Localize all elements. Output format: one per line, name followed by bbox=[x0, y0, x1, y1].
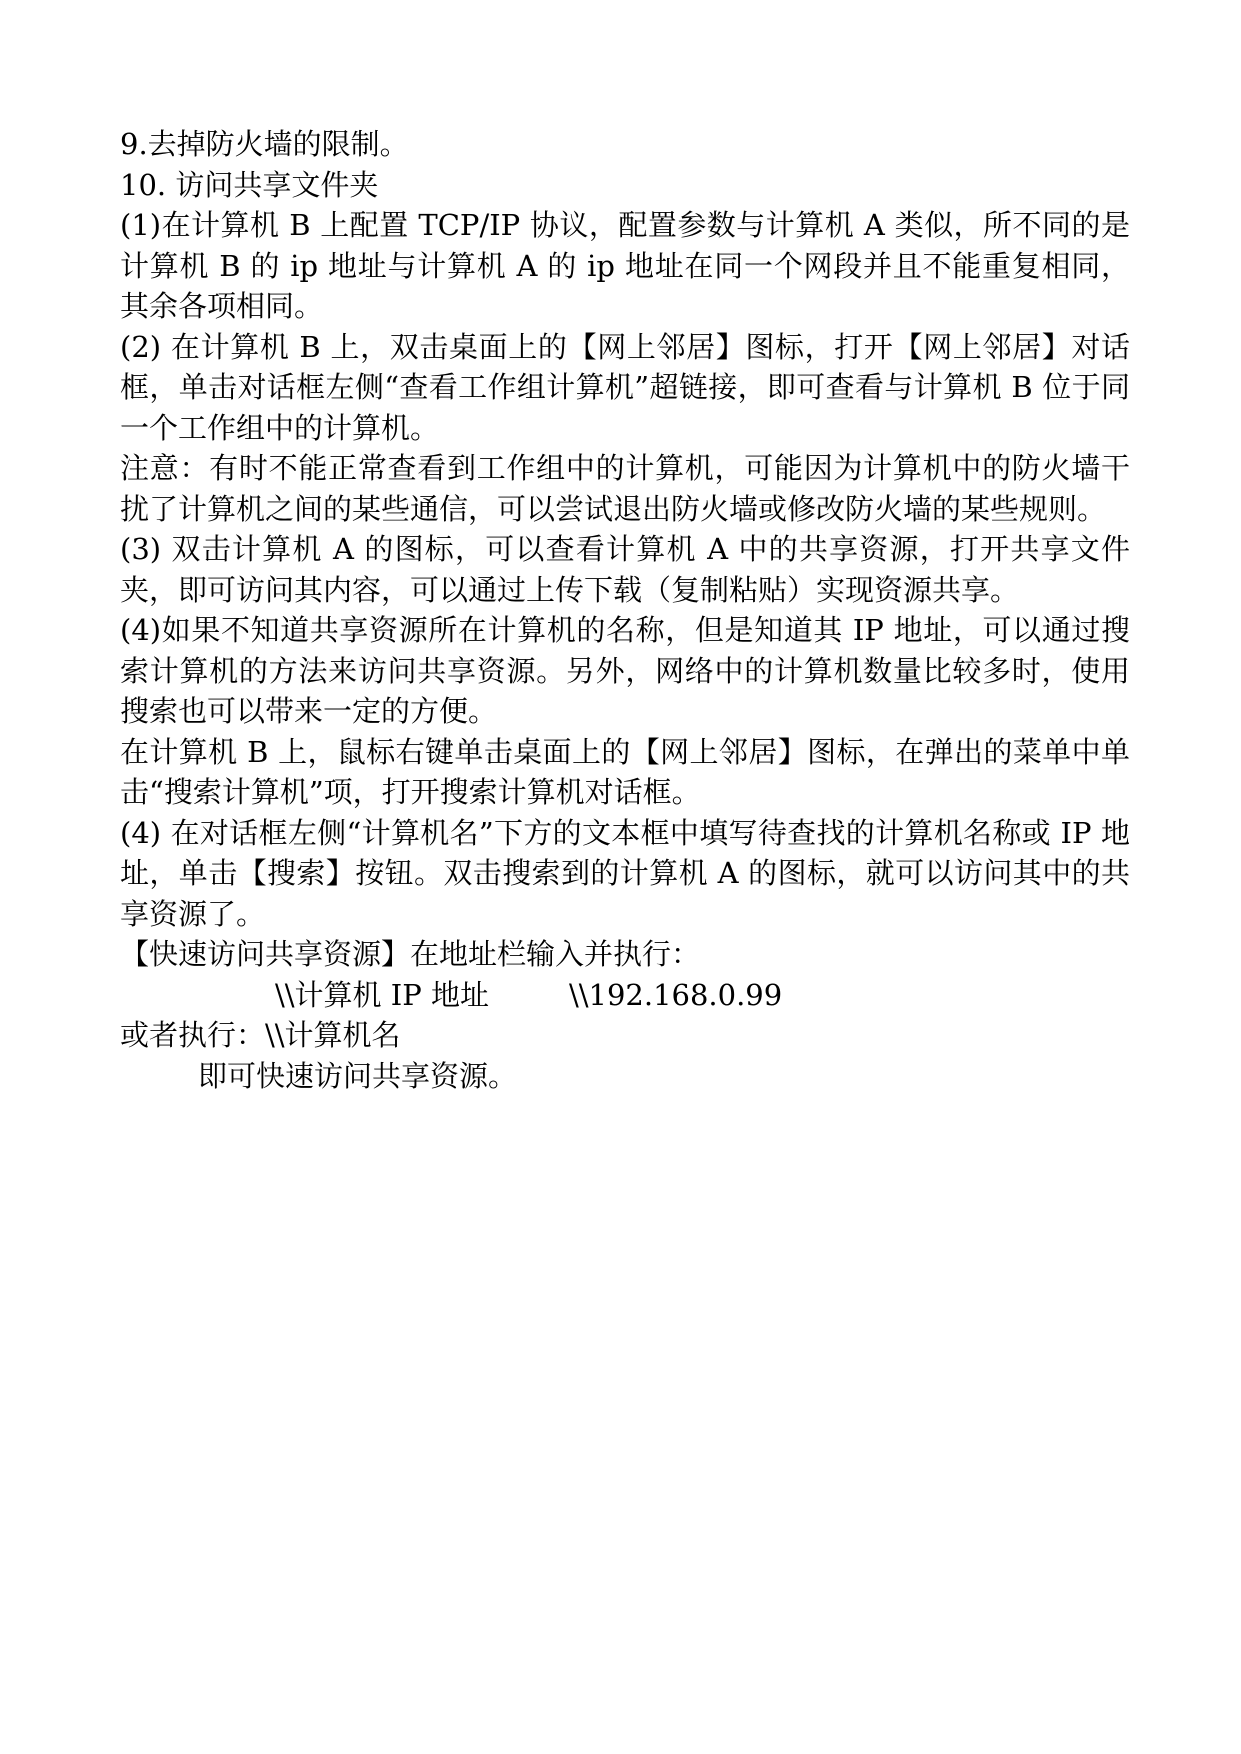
paragraph-quick-access: 【快速访问共享资源】在地址栏输入并执行： bbox=[120, 937, 701, 971]
step-10-heading: 10. 访问共享文件夹 bbox=[120, 167, 379, 202]
alt-command-line: 或者执行：\\计算机名 bbox=[120, 1018, 401, 1052]
paragraph-search-by-ip: (4)如果不知道共享资源所在计算机的名称，但是知道其 IP 地址，可以通过搜索计算机的方法来访问共享资源。另外，网络中的计算机数量比较多时，使用搜索也可以带来一定的方便。 bbox=[120, 613, 1130, 728]
paragraph-network-neighborhood: (2) 在计算机 B 上，双击桌面上的【网上邻居】图标，打开【网上邻居】对话框，单击对话框左侧“查看工作组计算机”超链接，即可查看与计算机 B 位于同一个工作组中的计算机。 bbox=[120, 329, 1130, 445]
paragraph-open-shared-folder: (3) 双击计算机 A 的图标，可以查看计算机 A 中的共享资源，打开共享文件夹，即可访问其内容，可以通过上传下载（复制粘贴）实现资源共享。 bbox=[120, 532, 1130, 607]
address-pattern: \\计算机 IP 地址 bbox=[275, 977, 489, 1012]
paragraph-configure-tcpip: (1)在计算机 B 上配置 TCP/IP 协议，配置参数与计算机 A 类似，所不同的是计算机 B 的 ip 地址与计算机 A 的 ip 地址在同一个网段并且不能重复相同，其余各项相同。 bbox=[120, 208, 1130, 323]
paragraph-note-firewall: 注意：有时不能正常查看到工作组中的计算机，可能因为计算机中的防火墙干扰了计算机之间的某些通信，可以尝试退出防火墙或修改防火墙的某些规则。 bbox=[120, 451, 1130, 526]
closing-line: 即可快速访问共享资源。 bbox=[198, 1058, 518, 1093]
address-example: \\192.168.0.99 bbox=[568, 977, 783, 1012]
document-body bbox=[120, 124, 1130, 1096]
address-example-line bbox=[120, 975, 1130, 1016]
step-9-heading: 9.去掉防火墙的限制。 bbox=[120, 127, 409, 161]
paragraph-search-dialog: (4) 在对话框左侧“计算机名”下方的文本框中填写待查找的计算机名称或 IP 地址，单击【搜索】按钮。双击搜索到的计算机 A 的图标，就可以访问其中的共享资源了。 bbox=[120, 815, 1130, 931]
paragraph-search-computer-menu: 在计算机 B 上，鼠标右键单击桌面上的【网上邻居】图标，在弹出的菜单中单击“搜索计算机”项，打开搜索计算机对话框。 bbox=[120, 734, 1130, 809]
